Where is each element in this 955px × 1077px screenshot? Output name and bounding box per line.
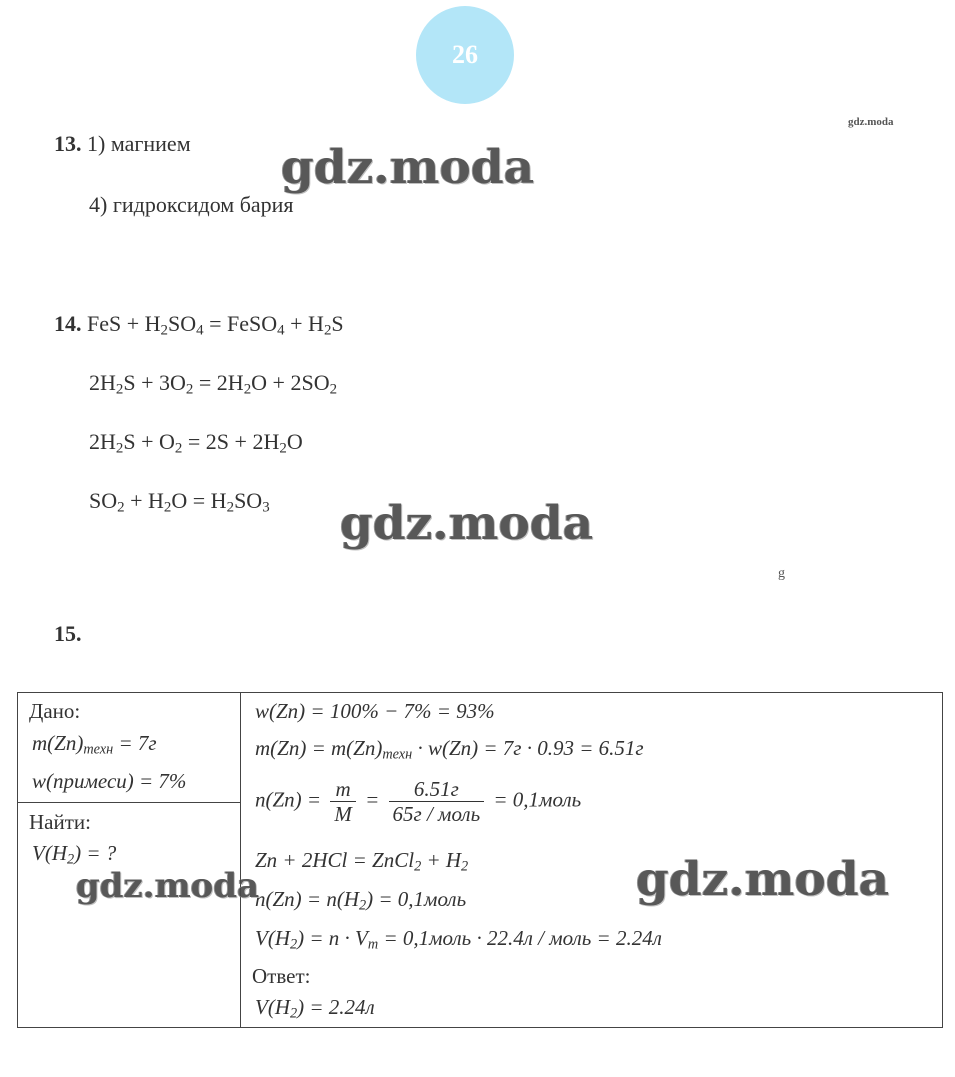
task14-eq3: $2H_2S + O_2 = 2S + 2H_2O$ [89,429,303,457]
solution-line-5: $n(Zn) = n(H_2)$ = 0,1моль [255,887,467,914]
given-column [18,693,241,1027]
task14-eq4: $SO_2 + H_2O = H_2SO_3$ [89,488,270,516]
given-mass: $m(Zn)_{техн} = 7г$ [32,731,157,758]
page-number: 26 [452,40,478,69]
solution-line-2: $m(Zn) = m(Zn)_{техн} \cdot w(Zn) = 7г \cdot 0.93 = 6.51г$ [255,736,644,763]
watermark-2: gdz.moda [340,496,594,551]
find-volume: $V(H_2)$ = ? [32,841,117,868]
given-label: Дано: [29,699,81,723]
task13-number: 13. [54,131,82,156]
task15-number: 15. [54,621,82,646]
answer-value: $V(H_2) = 2.24л$ [255,995,375,1022]
find-label: Найти: [29,810,91,834]
answer-label: Ответ: [252,964,311,988]
task13-line1 [54,131,191,157]
solution-line-3: n(Zn) = $\frac{m}{M}$ = $\frac{6.51г}{\text{65г / моль}}$ = 0,1моль [255,777,582,827]
task14-eq2: $2H_2S + 3O_2 = 2H_2O + 2SO_2$ [89,370,338,398]
task13-answer1: 1) магнием [87,131,191,156]
watermark-1: gdz.moda [281,140,535,195]
given-impurity: w(примеси) = 7% [32,769,187,793]
task14-number: 14. [54,311,82,336]
stray-mark: g [778,566,785,581]
solution-line-1: w(Zn) = 100% − 7% = 93% [255,699,495,723]
task14-eq1: 14. FeS + $H_2SO_4$ = FeSO$_4$ + $H_2S$ [54,311,344,339]
given-box [18,693,240,803]
task13-answer2: 4) гидроксидом бария [89,192,294,217]
watermark-4: gdz.moda [636,852,890,907]
page-number-badge [416,6,514,104]
site-tag[interactable]: gdz.moda [848,116,894,128]
solution-line-6: $V(H_2) = n \cdot V_m$ = 0,1моль · 22.4л / моль = 2.24л [255,926,662,953]
solution-line-4: Zn + 2HCl = ZnCl$_2$ + $H_2$ [255,848,469,875]
watermark-3: gdz.moda [76,866,260,906]
